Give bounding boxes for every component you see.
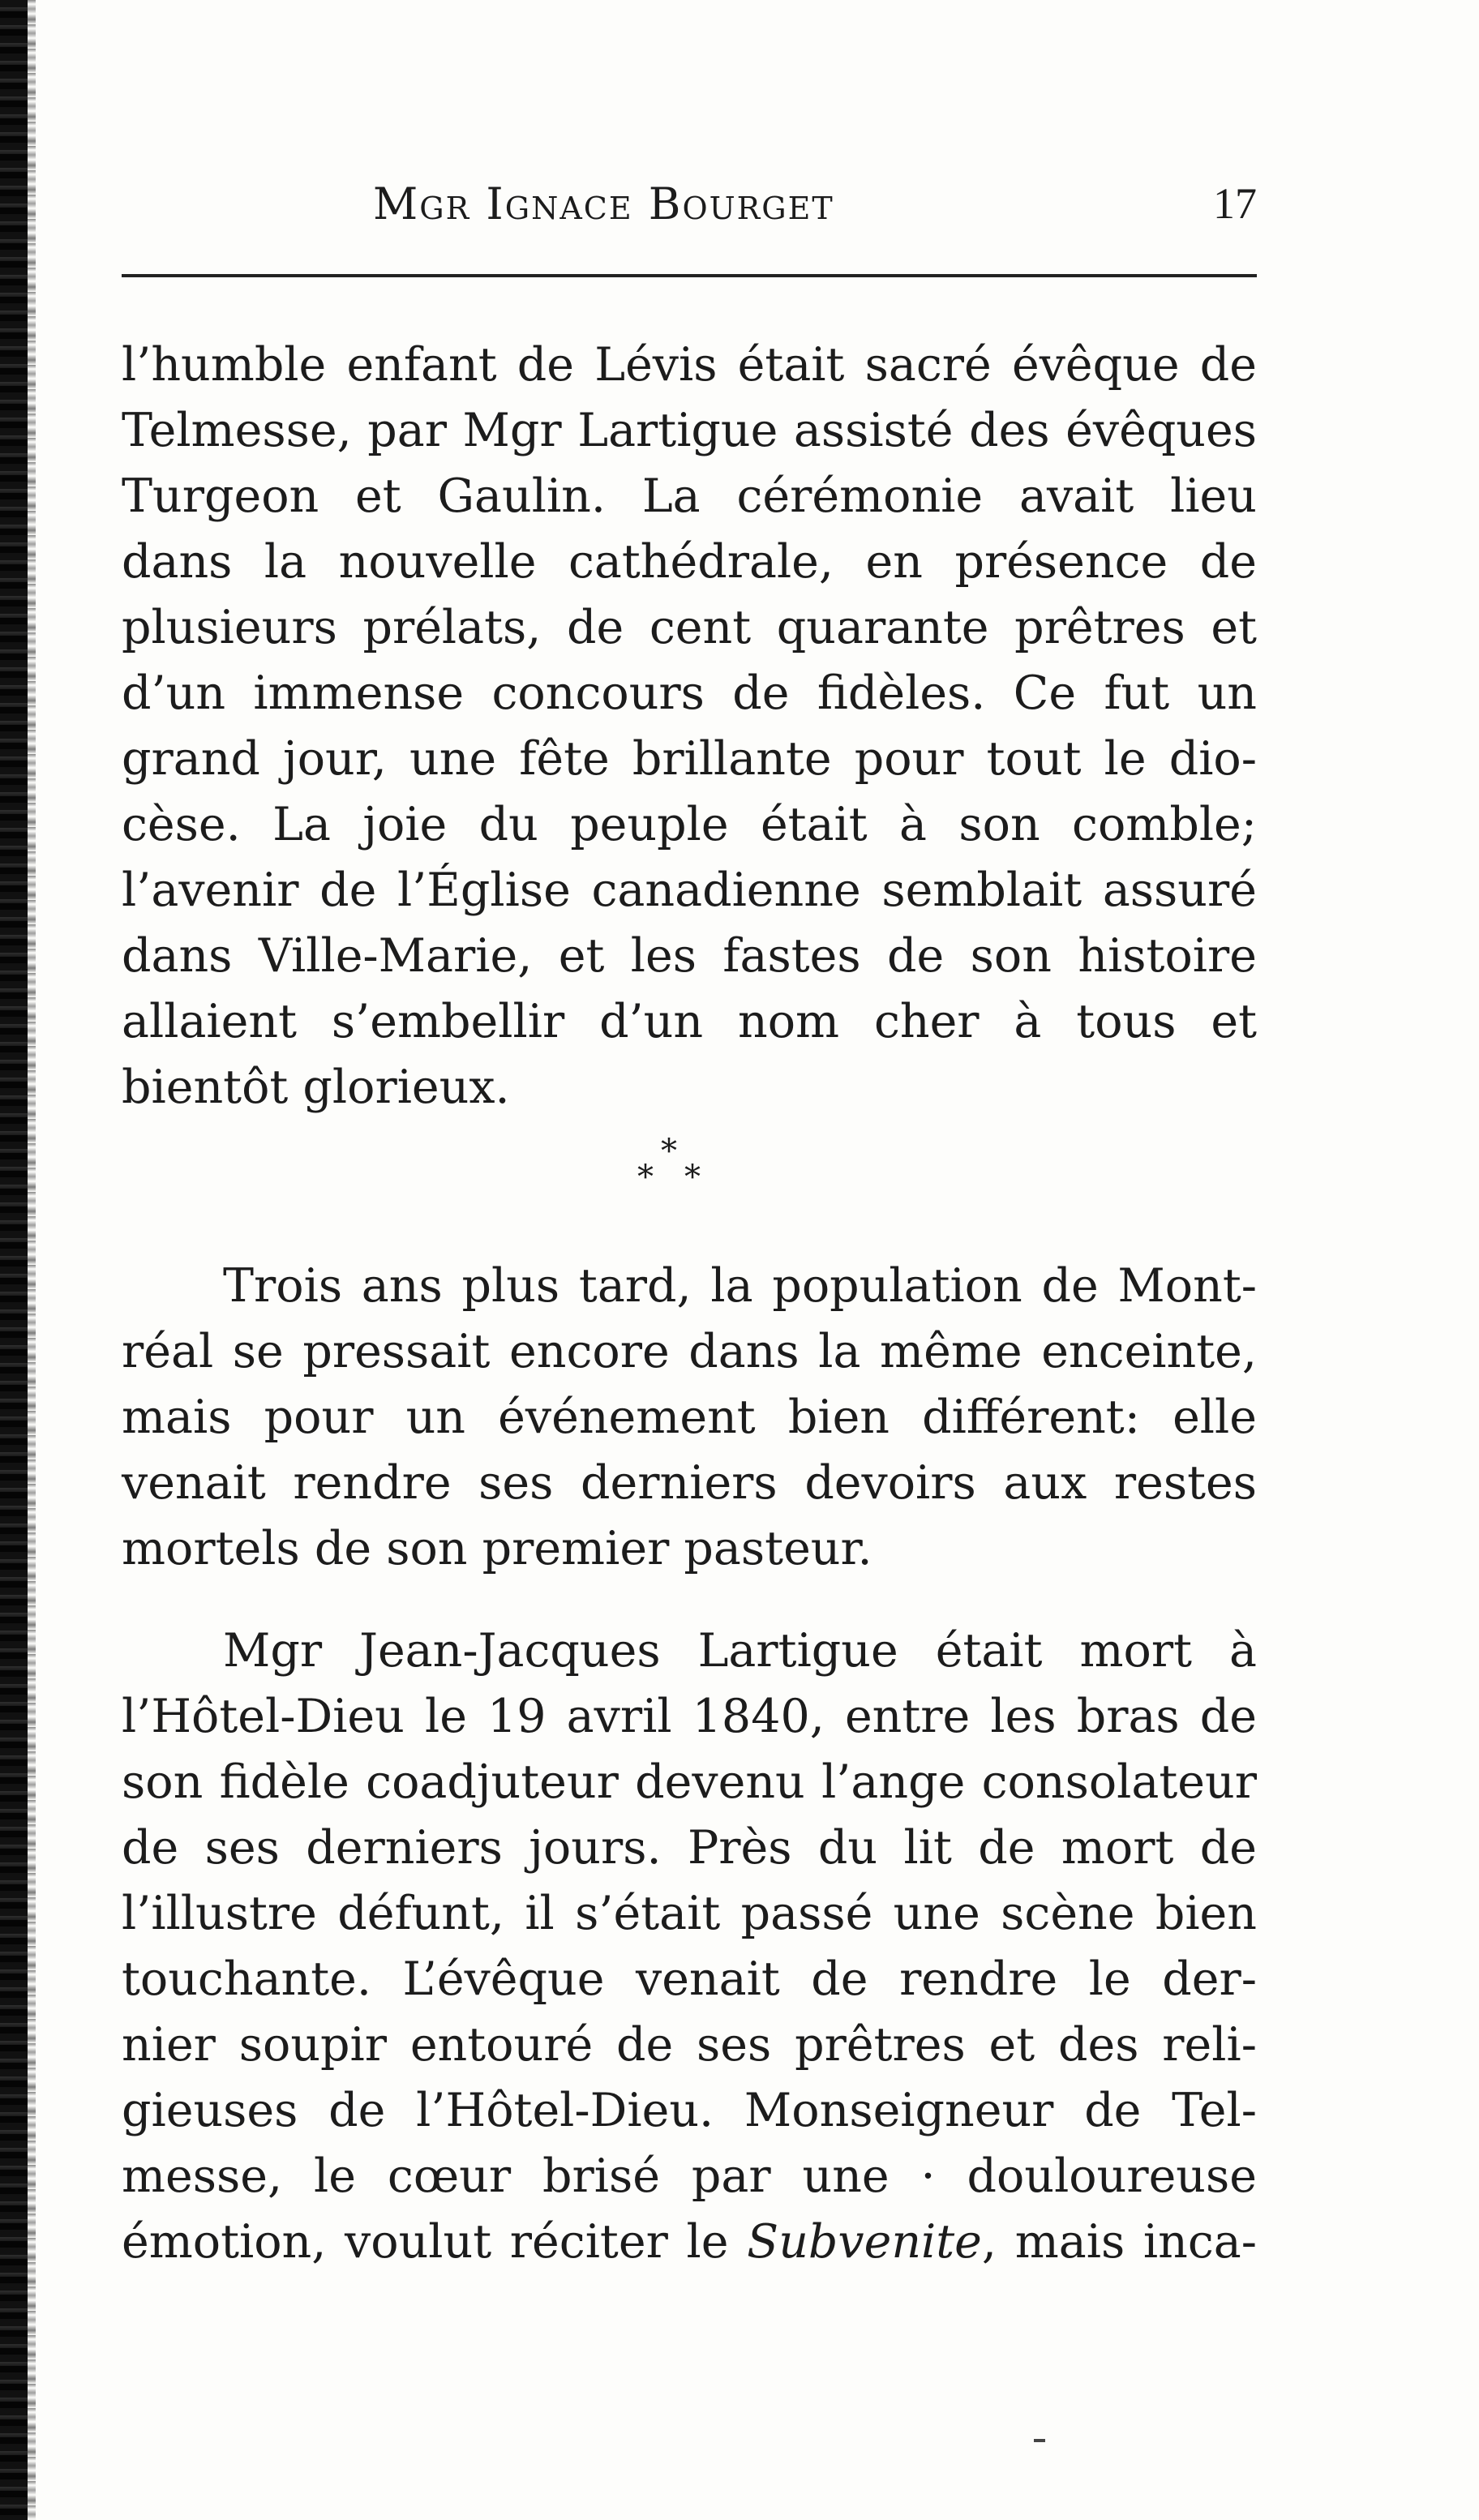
text-line: plusieurs prélats, de cent quarante prêtres et xyxy=(122,601,1257,654)
book-spine-edge xyxy=(0,0,28,2520)
asterism-star: * xyxy=(684,1159,701,1196)
text-line: Mgr Jean-Jacques Lartigue était mort à xyxy=(223,1624,1257,1678)
stray-ink-mark xyxy=(1034,2439,1045,2442)
asterism-star: * xyxy=(637,1159,654,1196)
text-line: Telmesse, par Mgr Lartigue assisté des évêques xyxy=(122,404,1257,457)
text-line: l’Hôtel-Dieu le 19 avril 1840, entre les bras de xyxy=(122,1690,1257,1743)
italic-word: Subvenite xyxy=(747,2215,982,2269)
text-line: d’un immense concours de fidèles. Ce fut un xyxy=(122,666,1257,720)
text-line: l’humble enfant de Lévis était sacré évêque de xyxy=(122,338,1257,392)
body-text xyxy=(122,332,1257,2275)
text-line: nier soupir entouré de ses prêtres et des reli- xyxy=(122,2018,1257,2072)
text-line: son fidèle coadjuteur devenu l’ange consolateur xyxy=(122,1755,1257,1809)
text-line: réal se pressait encore dans la même enceinte, xyxy=(122,1325,1257,1378)
text-segment: , mais inca- xyxy=(981,2215,1257,2269)
text-line: l’illustre défunt, il s’était passé une scène bien xyxy=(122,1887,1257,1940)
text-line: Trois ans plus tard, la population de Mont- xyxy=(223,1259,1257,1313)
page-number: 17 xyxy=(1213,179,1257,228)
asterism-star: * xyxy=(661,1133,677,1170)
text-line: Turgeon et Gaulin. La cérémonie avait lieu xyxy=(122,469,1257,523)
book-spine-shadow xyxy=(28,0,36,2520)
text-line: dans Ville-Marie, et les fastes de son histoire xyxy=(122,929,1257,983)
text-line: mais pour un événement bien différent: elle xyxy=(122,1391,1257,1444)
page-header xyxy=(122,178,1257,251)
text-line: grand jour, une fête brillante pour tout le dio- xyxy=(122,732,1257,786)
text-line: gieuses de l’Hôtel-Dieu. Monseigneur de Tel- xyxy=(122,2084,1257,2137)
paragraph-3 xyxy=(122,1618,1257,2275)
text-line: dans la nouvelle cathédrale, en présence de xyxy=(122,535,1257,589)
text-segment: émotion, voulut réciter le xyxy=(122,2215,748,2269)
text-line: l’avenir de l’Église canadienne semblait assuré xyxy=(122,864,1257,917)
text-line: bientôt glorieux. xyxy=(122,1061,510,1114)
paragraph-2 xyxy=(122,1254,1257,1582)
header-rule xyxy=(122,274,1257,277)
text-line: allaient s’embellir d’un nom cher à tous et xyxy=(122,995,1257,1048)
text-line: de ses derniers jours. Près du lit de mort de xyxy=(122,1821,1257,1875)
running-title: Mgr Ignace Bourget xyxy=(373,178,834,229)
paragraph-1 xyxy=(122,332,1257,1121)
text-line: touchante. L’évêque venait de rendre le der- xyxy=(122,1952,1257,2006)
text-line: messe, le cœur brisé par une · douloureuse xyxy=(122,2149,1257,2203)
paragraph-gap xyxy=(122,1582,1257,1618)
text-line: cèse. La joie du peuple était à son comble; xyxy=(122,798,1257,851)
text-line: mortels de son premier pasteur. xyxy=(122,1522,872,1575)
text-line: venait rendre ses derniers devoirs aux restes xyxy=(122,1456,1257,1510)
text-line-with-italic xyxy=(122,2209,1257,2275)
section-asterism xyxy=(122,1135,1257,1208)
